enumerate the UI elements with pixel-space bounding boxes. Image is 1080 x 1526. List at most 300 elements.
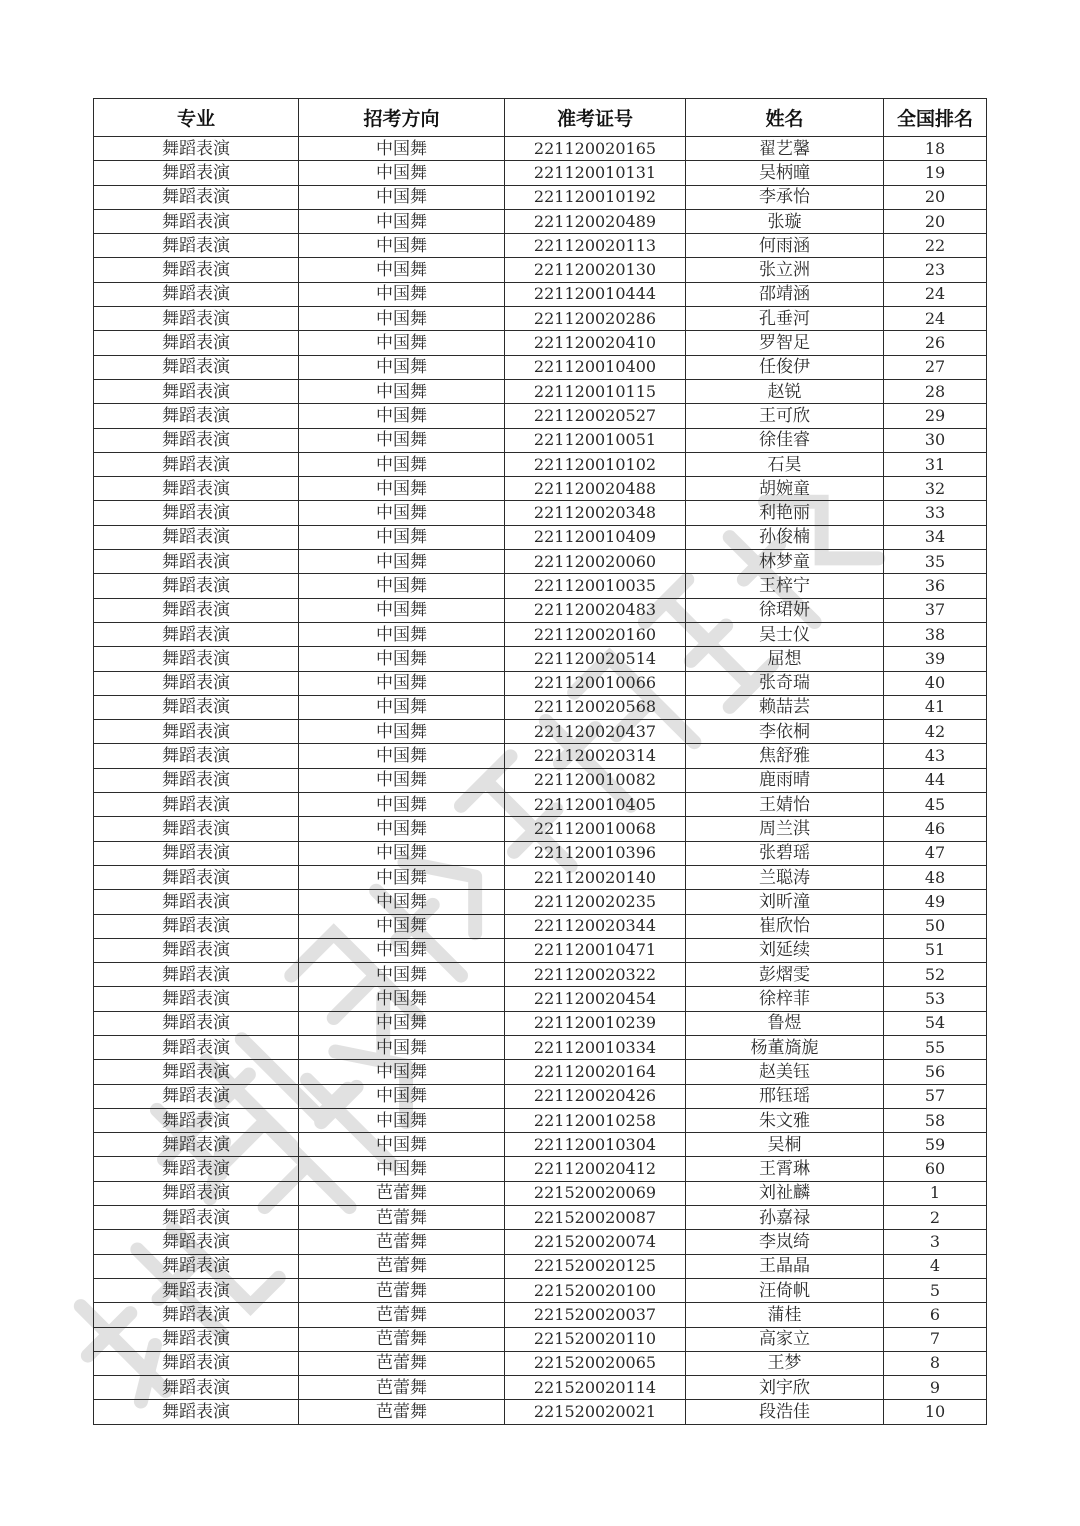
cell-major: 舞蹈表演 bbox=[94, 379, 299, 403]
cell-direction: 芭蕾舞 bbox=[299, 1351, 505, 1375]
cell-national-rank: 51 bbox=[884, 938, 987, 962]
cell-direction: 中国舞 bbox=[299, 1108, 505, 1132]
cell-exam-number: 221520020021 bbox=[505, 1400, 686, 1424]
table-row bbox=[94, 1157, 987, 1181]
cell-national-rank: 19 bbox=[884, 161, 987, 185]
cell-exam-number: 221120020437 bbox=[505, 720, 686, 744]
cell-national-rank: 36 bbox=[884, 574, 987, 598]
cell-national-rank: 53 bbox=[884, 987, 987, 1011]
cell-national-rank: 20 bbox=[884, 209, 987, 233]
table-row bbox=[94, 379, 987, 403]
cell-exam-number: 221120020426 bbox=[505, 1084, 686, 1108]
cell-name: 王梦 bbox=[686, 1351, 884, 1375]
cell-national-rank: 42 bbox=[884, 720, 987, 744]
table-row bbox=[94, 525, 987, 549]
cell-direction: 中国舞 bbox=[299, 938, 505, 962]
cell-major: 舞蹈表演 bbox=[94, 622, 299, 646]
table-body bbox=[94, 137, 987, 1425]
cell-name: 罗智足 bbox=[686, 331, 884, 355]
cell-direction: 芭蕾舞 bbox=[299, 1303, 505, 1327]
table-row bbox=[94, 768, 987, 792]
cell-national-rank: 28 bbox=[884, 379, 987, 403]
cell-national-rank: 31 bbox=[884, 452, 987, 476]
cell-major: 舞蹈表演 bbox=[94, 695, 299, 719]
cell-name: 王婧怡 bbox=[686, 793, 884, 817]
cell-direction: 中国舞 bbox=[299, 963, 505, 987]
cell-major: 舞蹈表演 bbox=[94, 671, 299, 695]
header-national-rank: 全国排名 bbox=[884, 99, 987, 137]
cell-exam-number: 221120020140 bbox=[505, 865, 686, 889]
cell-national-rank: 30 bbox=[884, 428, 987, 452]
cell-exam-number: 221520020087 bbox=[505, 1206, 686, 1230]
cell-exam-number: 221120020410 bbox=[505, 331, 686, 355]
cell-national-rank: 46 bbox=[884, 817, 987, 841]
table-row bbox=[94, 282, 987, 306]
header-exam-number: 准考证号 bbox=[505, 99, 686, 137]
cell-national-rank: 8 bbox=[884, 1351, 987, 1375]
cell-direction: 中国舞 bbox=[299, 720, 505, 744]
cell-direction: 芭蕾舞 bbox=[299, 1376, 505, 1400]
cell-name: 刘昕潼 bbox=[686, 890, 884, 914]
cell-major: 舞蹈表演 bbox=[94, 234, 299, 258]
cell-name: 鲁煜 bbox=[686, 1011, 884, 1035]
table-row bbox=[94, 574, 987, 598]
cell-national-rank: 39 bbox=[884, 647, 987, 671]
cell-name: 王霄琳 bbox=[686, 1157, 884, 1181]
cell-major: 舞蹈表演 bbox=[94, 1327, 299, 1351]
cell-exam-number: 221520020100 bbox=[505, 1278, 686, 1302]
cell-direction: 芭蕾舞 bbox=[299, 1230, 505, 1254]
cell-exam-number: 221120010102 bbox=[505, 452, 686, 476]
cell-national-rank: 5 bbox=[884, 1278, 987, 1302]
cell-direction: 中国舞 bbox=[299, 598, 505, 622]
cell-name: 赖喆芸 bbox=[686, 695, 884, 719]
cell-direction: 中国舞 bbox=[299, 525, 505, 549]
cell-major: 舞蹈表演 bbox=[94, 1230, 299, 1254]
cell-name: 刘延续 bbox=[686, 938, 884, 962]
table-row bbox=[94, 1011, 987, 1035]
cell-major: 舞蹈表演 bbox=[94, 1400, 299, 1424]
cell-direction: 中国舞 bbox=[299, 234, 505, 258]
cell-exam-number: 221120010082 bbox=[505, 768, 686, 792]
cell-national-rank: 24 bbox=[884, 307, 987, 331]
cell-name: 孙俊楠 bbox=[686, 525, 884, 549]
cell-major: 舞蹈表演 bbox=[94, 1035, 299, 1059]
cell-name: 杨董旖旎 bbox=[686, 1035, 884, 1059]
cell-national-rank: 56 bbox=[884, 1060, 987, 1084]
cell-name: 邵靖涵 bbox=[686, 282, 884, 306]
cell-direction: 中国舞 bbox=[299, 574, 505, 598]
cell-name: 吴士仪 bbox=[686, 622, 884, 646]
table-row bbox=[94, 720, 987, 744]
cell-name: 周兰淇 bbox=[686, 817, 884, 841]
cell-major: 舞蹈表演 bbox=[94, 914, 299, 938]
cell-major: 舞蹈表演 bbox=[94, 1157, 299, 1181]
cell-direction: 中国舞 bbox=[299, 768, 505, 792]
cell-name: 鹿雨晴 bbox=[686, 768, 884, 792]
table-row bbox=[94, 550, 987, 574]
cell-major: 舞蹈表演 bbox=[94, 768, 299, 792]
cell-major: 舞蹈表演 bbox=[94, 355, 299, 379]
cell-direction: 中国舞 bbox=[299, 914, 505, 938]
cell-exam-number: 221120020344 bbox=[505, 914, 686, 938]
cell-name: 孙嘉禄 bbox=[686, 1206, 884, 1230]
cell-name: 吴柄曈 bbox=[686, 161, 884, 185]
cell-name: 兰聪涛 bbox=[686, 865, 884, 889]
table-row bbox=[94, 1327, 987, 1351]
cell-exam-number: 221120020454 bbox=[505, 987, 686, 1011]
cell-name: 吴桐 bbox=[686, 1133, 884, 1157]
cell-major: 舞蹈表演 bbox=[94, 1108, 299, 1132]
cell-national-rank: 7 bbox=[884, 1327, 987, 1351]
cell-national-rank: 57 bbox=[884, 1084, 987, 1108]
cell-direction: 中国舞 bbox=[299, 379, 505, 403]
cell-direction: 中国舞 bbox=[299, 987, 505, 1011]
cell-name: 刘宇欣 bbox=[686, 1376, 884, 1400]
cell-direction: 中国舞 bbox=[299, 161, 505, 185]
cell-major: 舞蹈表演 bbox=[94, 1181, 299, 1205]
cell-name: 赵美钰 bbox=[686, 1060, 884, 1084]
cell-exam-number: 221120020113 bbox=[505, 234, 686, 258]
cell-name: 王梓宁 bbox=[686, 574, 884, 598]
cell-national-rank: 4 bbox=[884, 1254, 987, 1278]
cell-exam-number: 221120010444 bbox=[505, 282, 686, 306]
header-name: 姓名 bbox=[686, 99, 884, 137]
cell-direction: 中国舞 bbox=[299, 1133, 505, 1157]
cell-major: 舞蹈表演 bbox=[94, 137, 299, 161]
cell-direction: 中国舞 bbox=[299, 622, 505, 646]
cell-exam-number: 221120020286 bbox=[505, 307, 686, 331]
cell-major: 舞蹈表演 bbox=[94, 744, 299, 768]
cell-exam-number: 221120010068 bbox=[505, 817, 686, 841]
cell-name: 段浩佳 bbox=[686, 1400, 884, 1424]
cell-direction: 中国舞 bbox=[299, 550, 505, 574]
cell-direction: 中国舞 bbox=[299, 477, 505, 501]
cell-name: 崔欣怡 bbox=[686, 914, 884, 938]
cell-major: 舞蹈表演 bbox=[94, 841, 299, 865]
table-row bbox=[94, 598, 987, 622]
cell-exam-number: 221120010192 bbox=[505, 185, 686, 209]
cell-exam-number: 221120020412 bbox=[505, 1157, 686, 1181]
cell-direction: 芭蕾舞 bbox=[299, 1278, 505, 1302]
cell-direction: 中国舞 bbox=[299, 137, 505, 161]
cell-national-rank: 60 bbox=[884, 1157, 987, 1181]
cell-exam-number: 221120010396 bbox=[505, 841, 686, 865]
cell-major: 舞蹈表演 bbox=[94, 209, 299, 233]
table-row bbox=[94, 452, 987, 476]
table-row bbox=[94, 987, 987, 1011]
table-row bbox=[94, 1376, 987, 1400]
cell-major: 舞蹈表演 bbox=[94, 817, 299, 841]
cell-national-rank: 6 bbox=[884, 1303, 987, 1327]
cell-exam-number: 221120020527 bbox=[505, 404, 686, 428]
cell-name: 李承怡 bbox=[686, 185, 884, 209]
cell-major: 舞蹈表演 bbox=[94, 1376, 299, 1400]
cell-major: 舞蹈表演 bbox=[94, 647, 299, 671]
cell-national-rank: 26 bbox=[884, 331, 987, 355]
cell-exam-number: 221120020322 bbox=[505, 963, 686, 987]
table-row bbox=[94, 258, 987, 282]
cell-major: 舞蹈表演 bbox=[94, 404, 299, 428]
cell-exam-number: 221520020125 bbox=[505, 1254, 686, 1278]
cell-major: 舞蹈表演 bbox=[94, 1133, 299, 1157]
cell-exam-number: 221120020165 bbox=[505, 137, 686, 161]
cell-major: 舞蹈表演 bbox=[94, 1351, 299, 1375]
cell-name: 邢钰瑶 bbox=[686, 1084, 884, 1108]
cell-national-rank: 59 bbox=[884, 1133, 987, 1157]
table-row bbox=[94, 501, 987, 525]
table-row bbox=[94, 428, 987, 452]
cell-exam-number: 221120020164 bbox=[505, 1060, 686, 1084]
table-row bbox=[94, 1278, 987, 1302]
table-row bbox=[94, 185, 987, 209]
cell-exam-number: 221120010405 bbox=[505, 793, 686, 817]
table-row bbox=[94, 161, 987, 185]
cell-exam-number: 221520020074 bbox=[505, 1230, 686, 1254]
table-row bbox=[94, 1133, 987, 1157]
cell-major: 舞蹈表演 bbox=[94, 574, 299, 598]
table-row bbox=[94, 1254, 987, 1278]
cell-major: 舞蹈表演 bbox=[94, 428, 299, 452]
table-header-row bbox=[94, 99, 987, 137]
cell-direction: 芭蕾舞 bbox=[299, 1206, 505, 1230]
cell-direction: 中国舞 bbox=[299, 209, 505, 233]
cell-name: 石昊 bbox=[686, 452, 884, 476]
cell-exam-number: 221120020235 bbox=[505, 890, 686, 914]
cell-name: 王晶晶 bbox=[686, 1254, 884, 1278]
table-row bbox=[94, 234, 987, 258]
cell-national-rank: 9 bbox=[884, 1376, 987, 1400]
cell-direction: 中国舞 bbox=[299, 307, 505, 331]
table-row bbox=[94, 647, 987, 671]
cell-major: 舞蹈表演 bbox=[94, 525, 299, 549]
cell-national-rank: 49 bbox=[884, 890, 987, 914]
table-row bbox=[94, 1060, 987, 1084]
cell-national-rank: 22 bbox=[884, 234, 987, 258]
cell-name: 张立洲 bbox=[686, 258, 884, 282]
table-row bbox=[94, 1303, 987, 1327]
cell-name: 林梦童 bbox=[686, 550, 884, 574]
table-row bbox=[94, 622, 987, 646]
admission-ranking-table bbox=[93, 98, 987, 1425]
cell-national-rank: 38 bbox=[884, 622, 987, 646]
cell-name: 徐梓菲 bbox=[686, 987, 884, 1011]
cell-name: 彭熠雯 bbox=[686, 963, 884, 987]
cell-national-rank: 55 bbox=[884, 1035, 987, 1059]
cell-name: 蒲桂 bbox=[686, 1303, 884, 1327]
table-row bbox=[94, 817, 987, 841]
cell-major: 舞蹈表演 bbox=[94, 890, 299, 914]
cell-direction: 中国舞 bbox=[299, 1035, 505, 1059]
results-sheet bbox=[93, 98, 986, 1425]
table-row bbox=[94, 1351, 987, 1375]
table-row bbox=[94, 841, 987, 865]
table-row bbox=[94, 963, 987, 987]
cell-major: 舞蹈表演 bbox=[94, 720, 299, 744]
cell-national-rank: 43 bbox=[884, 744, 987, 768]
table-row bbox=[94, 1230, 987, 1254]
cell-direction: 中国舞 bbox=[299, 355, 505, 379]
table-row bbox=[94, 695, 987, 719]
cell-name: 屈想 bbox=[686, 647, 884, 671]
cell-direction: 芭蕾舞 bbox=[299, 1181, 505, 1205]
cell-exam-number: 221120020488 bbox=[505, 477, 686, 501]
cell-exam-number: 221120010400 bbox=[505, 355, 686, 379]
cell-exam-number: 221520020110 bbox=[505, 1327, 686, 1351]
cell-exam-number: 221120020160 bbox=[505, 622, 686, 646]
cell-name: 何雨涵 bbox=[686, 234, 884, 258]
cell-name: 李岚绮 bbox=[686, 1230, 884, 1254]
cell-direction: 中国舞 bbox=[299, 695, 505, 719]
cell-exam-number: 221520020065 bbox=[505, 1351, 686, 1375]
cell-direction: 中国舞 bbox=[299, 452, 505, 476]
header-major: 专业 bbox=[94, 99, 299, 137]
cell-direction: 中国舞 bbox=[299, 428, 505, 452]
cell-major: 舞蹈表演 bbox=[94, 550, 299, 574]
cell-major: 舞蹈表演 bbox=[94, 1011, 299, 1035]
cell-exam-number: 221120010239 bbox=[505, 1011, 686, 1035]
cell-national-rank: 45 bbox=[884, 793, 987, 817]
cell-exam-number: 221120010304 bbox=[505, 1133, 686, 1157]
cell-exam-number: 221120010131 bbox=[505, 161, 686, 185]
table-row bbox=[94, 890, 987, 914]
cell-major: 舞蹈表演 bbox=[94, 1060, 299, 1084]
cell-major: 舞蹈表演 bbox=[94, 452, 299, 476]
cell-national-rank: 2 bbox=[884, 1206, 987, 1230]
cell-name: 赵锐 bbox=[686, 379, 884, 403]
cell-national-rank: 32 bbox=[884, 477, 987, 501]
table-row bbox=[94, 938, 987, 962]
cell-national-rank: 24 bbox=[884, 282, 987, 306]
cell-direction: 中国舞 bbox=[299, 1157, 505, 1181]
cell-name: 翟艺馨 bbox=[686, 137, 884, 161]
cell-major: 舞蹈表演 bbox=[94, 1303, 299, 1327]
cell-direction: 中国舞 bbox=[299, 890, 505, 914]
cell-major: 舞蹈表演 bbox=[94, 331, 299, 355]
cell-exam-number: 221120020060 bbox=[505, 550, 686, 574]
cell-name: 任俊伊 bbox=[686, 355, 884, 379]
cell-direction: 中国舞 bbox=[299, 865, 505, 889]
cell-exam-number: 221520020114 bbox=[505, 1376, 686, 1400]
cell-name: 李依桐 bbox=[686, 720, 884, 744]
cell-major: 舞蹈表演 bbox=[94, 1084, 299, 1108]
cell-direction: 中国舞 bbox=[299, 404, 505, 428]
cell-direction: 中国舞 bbox=[299, 1084, 505, 1108]
cell-direction: 芭蕾舞 bbox=[299, 1327, 505, 1351]
cell-exam-number: 221120020348 bbox=[505, 501, 686, 525]
cell-major: 舞蹈表演 bbox=[94, 477, 299, 501]
cell-national-rank: 50 bbox=[884, 914, 987, 938]
cell-name: 孔垂河 bbox=[686, 307, 884, 331]
cell-major: 舞蹈表演 bbox=[94, 987, 299, 1011]
cell-national-rank: 37 bbox=[884, 598, 987, 622]
cell-major: 舞蹈表演 bbox=[94, 865, 299, 889]
cell-exam-number: 221120010258 bbox=[505, 1108, 686, 1132]
cell-exam-number: 221120020489 bbox=[505, 209, 686, 233]
table-row bbox=[94, 404, 987, 428]
cell-direction: 中国舞 bbox=[299, 258, 505, 282]
cell-major: 舞蹈表演 bbox=[94, 161, 299, 185]
cell-national-rank: 34 bbox=[884, 525, 987, 549]
cell-name: 王可欣 bbox=[686, 404, 884, 428]
cell-national-rank: 58 bbox=[884, 1108, 987, 1132]
cell-major: 舞蹈表演 bbox=[94, 1206, 299, 1230]
table-row bbox=[94, 1400, 987, 1424]
cell-national-rank: 27 bbox=[884, 355, 987, 379]
table-row bbox=[94, 1181, 987, 1205]
cell-direction: 中国舞 bbox=[299, 793, 505, 817]
cell-direction: 中国舞 bbox=[299, 1011, 505, 1035]
cell-direction: 中国舞 bbox=[299, 282, 505, 306]
cell-name: 张璇 bbox=[686, 209, 884, 233]
cell-exam-number: 221120020514 bbox=[505, 647, 686, 671]
cell-exam-number: 221120010051 bbox=[505, 428, 686, 452]
cell-direction: 中国舞 bbox=[299, 501, 505, 525]
cell-national-rank: 1 bbox=[884, 1181, 987, 1205]
table-row bbox=[94, 331, 987, 355]
cell-name: 汪倚帆 bbox=[686, 1278, 884, 1302]
cell-name: 张碧瑶 bbox=[686, 841, 884, 865]
table-row bbox=[94, 477, 987, 501]
table-row bbox=[94, 1206, 987, 1230]
table-row bbox=[94, 1108, 987, 1132]
cell-name: 徐佳睿 bbox=[686, 428, 884, 452]
cell-name: 张奇瑞 bbox=[686, 671, 884, 695]
cell-name: 利艳丽 bbox=[686, 501, 884, 525]
cell-direction: 芭蕾舞 bbox=[299, 1400, 505, 1424]
cell-exam-number: 221120020314 bbox=[505, 744, 686, 768]
cell-major: 舞蹈表演 bbox=[94, 963, 299, 987]
cell-major: 舞蹈表演 bbox=[94, 1278, 299, 1302]
table-row bbox=[94, 355, 987, 379]
cell-exam-number: 221120020483 bbox=[505, 598, 686, 622]
cell-national-rank: 3 bbox=[884, 1230, 987, 1254]
cell-name: 胡婉童 bbox=[686, 477, 884, 501]
table-row bbox=[94, 1035, 987, 1059]
cell-major: 舞蹈表演 bbox=[94, 282, 299, 306]
cell-direction: 中国舞 bbox=[299, 331, 505, 355]
table-row bbox=[94, 307, 987, 331]
table-row bbox=[94, 744, 987, 768]
cell-exam-number: 221120020130 bbox=[505, 258, 686, 282]
table-row bbox=[94, 793, 987, 817]
cell-national-rank: 47 bbox=[884, 841, 987, 865]
cell-direction: 中国舞 bbox=[299, 817, 505, 841]
table-row bbox=[94, 914, 987, 938]
cell-exam-number: 221120010409 bbox=[505, 525, 686, 549]
table-row bbox=[94, 1084, 987, 1108]
cell-direction: 中国舞 bbox=[299, 841, 505, 865]
cell-national-rank: 20 bbox=[884, 185, 987, 209]
cell-direction: 中国舞 bbox=[299, 647, 505, 671]
header-direction: 招考方向 bbox=[299, 99, 505, 137]
cell-major: 舞蹈表演 bbox=[94, 307, 299, 331]
cell-direction: 中国舞 bbox=[299, 671, 505, 695]
cell-direction: 中国舞 bbox=[299, 185, 505, 209]
cell-exam-number: 221120010471 bbox=[505, 938, 686, 962]
cell-name: 高家立 bbox=[686, 1327, 884, 1351]
cell-national-rank: 10 bbox=[884, 1400, 987, 1424]
cell-major: 舞蹈表演 bbox=[94, 258, 299, 282]
cell-major: 舞蹈表演 bbox=[94, 598, 299, 622]
cell-name: 徐珺妍 bbox=[686, 598, 884, 622]
cell-exam-number: 221120010334 bbox=[505, 1035, 686, 1059]
cell-national-rank: 33 bbox=[884, 501, 987, 525]
cell-national-rank: 54 bbox=[884, 1011, 987, 1035]
table-row bbox=[94, 209, 987, 233]
cell-name: 朱文雅 bbox=[686, 1108, 884, 1132]
table-row bbox=[94, 865, 987, 889]
